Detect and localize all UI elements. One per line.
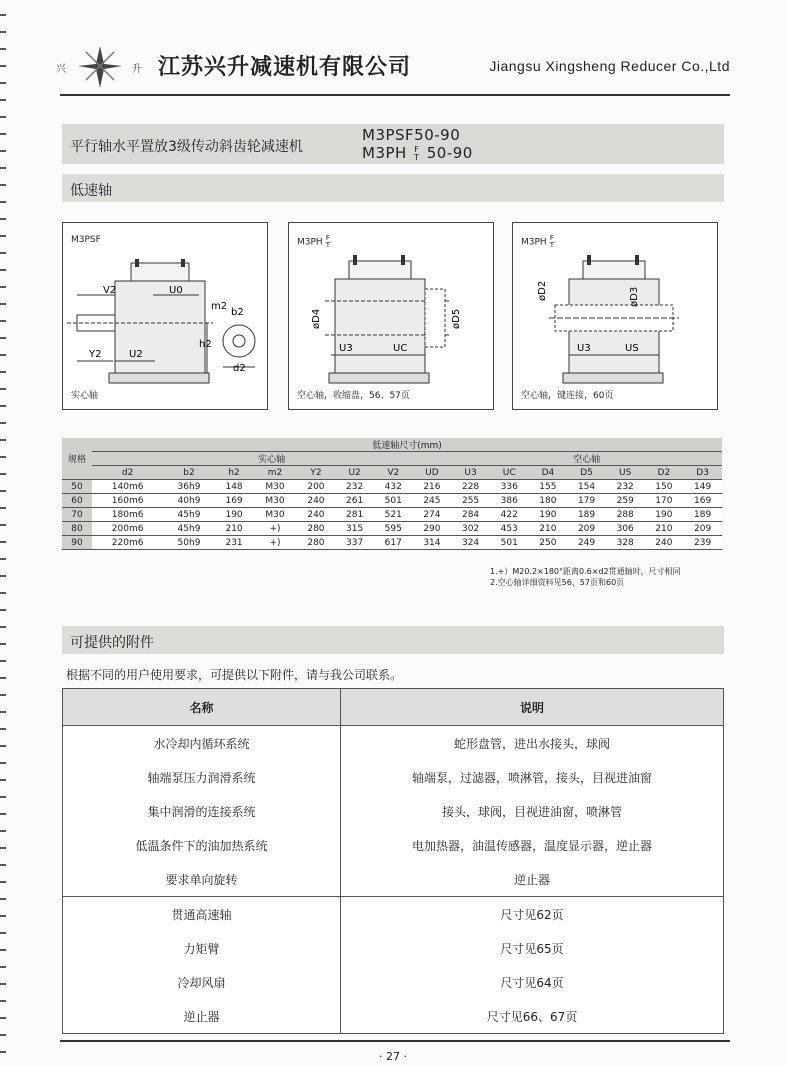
binding-hole [0, 507, 6, 509]
binding-hole [0, 660, 6, 662]
table-row [62, 494, 722, 508]
dim-cell: +) [253, 522, 296, 536]
diagram-hollow-keyed [512, 222, 718, 410]
dim-column-header: d2 [92, 466, 163, 480]
binding-hole [0, 864, 6, 866]
binding-holes [0, 0, 8, 1066]
binding-hole [0, 575, 6, 577]
dim-cell: 595 [374, 522, 413, 536]
dim-column-header: Y2 [297, 466, 336, 480]
logo-right-char: 升 [132, 64, 142, 75]
dim-cell: 154 [567, 480, 606, 494]
dim-column-header: D5 [567, 466, 606, 480]
frac-top: F [414, 144, 420, 154]
binding-hole [0, 779, 6, 781]
binding-hole [0, 14, 6, 16]
dim-cell: 337 [335, 536, 374, 550]
dim-cell: 521 [374, 508, 413, 522]
dim-label-d5: øD5 [451, 308, 462, 329]
dim-cell: 45h9 [163, 522, 214, 536]
dim-cell: 149 [683, 480, 722, 494]
dim-cell: 324 [451, 536, 490, 550]
dim-cell: 209 [683, 522, 722, 536]
accessory-name: 要求单向旋转 [63, 862, 341, 897]
binding-hole [0, 82, 6, 84]
dim-cell: 306 [606, 522, 645, 536]
dim-label-d2-hollow: øD2 [537, 280, 548, 301]
binding-hole [0, 949, 6, 951]
binding-hole [0, 592, 6, 594]
dim-table-notes [490, 566, 681, 588]
dim-label-v2: V2 [103, 285, 117, 296]
binding-hole [0, 677, 6, 679]
dim-cell: 228 [451, 480, 490, 494]
frac-top: F [549, 234, 554, 242]
dim-cell: 315 [335, 522, 374, 536]
company-name-en: Jiangsu Xingsheng Reducer Co.,Ltd [489, 58, 730, 74]
accessory-description: 逆止器 [341, 862, 724, 897]
binding-hole [0, 218, 6, 220]
spec-cell: 90 [62, 536, 92, 550]
dim-cell: 190 [215, 508, 254, 522]
dim-label-m2: m2 [211, 301, 228, 312]
dim-label-u3: U3 [577, 343, 591, 354]
company-name-cn: 江苏兴升减速机有限公司 [158, 55, 412, 80]
accessory-description: 轴端泵，过滤器，喷淋管，接头，目视进油窗 [341, 760, 724, 794]
binding-hole [0, 847, 6, 849]
dim-cell: 453 [490, 522, 529, 536]
binding-hole [0, 728, 6, 730]
dim-cell: 231 [215, 536, 254, 550]
dim-cell: 239 [683, 536, 722, 550]
table-row [63, 862, 724, 897]
dim-cell: M30 [253, 508, 296, 522]
dim-cell: 210 [529, 522, 568, 536]
binding-hole [0, 490, 6, 492]
table-row [63, 931, 724, 965]
accessory-name: 贯通高速轴 [63, 897, 341, 932]
page-title-bar [62, 124, 724, 164]
binding-hole [0, 609, 6, 611]
dim-cell: 501 [490, 536, 529, 550]
frac-top: F [325, 234, 330, 242]
section-title: 可提供的附件 [70, 635, 154, 651]
binding-hole [0, 65, 6, 67]
binding-hole [0, 388, 6, 390]
dim-cell: 255 [451, 494, 490, 508]
binding-hole [0, 711, 6, 713]
tag-text: M3PH [521, 237, 547, 248]
binding-hole [0, 405, 6, 407]
solid-shaft-drawing [63, 223, 267, 409]
binding-hole [0, 473, 6, 475]
acc-header-name: 名称 [63, 689, 341, 726]
model-code-2 [362, 144, 473, 162]
dim-cell: 274 [413, 508, 452, 522]
binding-hole [0, 269, 6, 271]
dim-label-d4: øD4 [311, 308, 322, 329]
spec-cell: 80 [62, 522, 92, 536]
binding-hole [0, 1000, 6, 1002]
dim-cell: 501 [374, 494, 413, 508]
spec-header: 规格 [62, 438, 92, 480]
dim-label-d2: d2 [233, 363, 246, 374]
dim-cell: 200 [297, 480, 336, 494]
dim-label-y2: Y2 [89, 349, 102, 360]
dim-cell: 422 [490, 508, 529, 522]
dim-cell: 210 [215, 522, 254, 536]
dim-column-header: V2 [374, 466, 413, 480]
dim-cell: 50h9 [163, 536, 214, 550]
binding-hole [0, 983, 6, 985]
accessory-description: 尺寸见62页 [341, 897, 724, 932]
dim-cell: 189 [567, 508, 606, 522]
binding-hole [0, 1034, 6, 1036]
dim-column-header: D3 [683, 466, 722, 480]
dim-column-header: UD [413, 466, 452, 480]
table-row [62, 508, 722, 522]
dim-cell: 180m6 [92, 508, 163, 522]
binding-hole [0, 303, 6, 305]
dim-cell: 169 [683, 494, 722, 508]
hollow-shrink-disc-drawing [289, 223, 493, 409]
dim-cell: 280 [297, 522, 336, 536]
dim-cell: 209 [567, 522, 606, 536]
dim-cell: 180 [529, 494, 568, 508]
table-row [63, 828, 724, 862]
binding-hole [0, 48, 6, 50]
binding-hole [0, 235, 6, 237]
dim-label-u3: U3 [339, 343, 353, 354]
table-row [62, 522, 722, 536]
dim-cell: 160m6 [92, 494, 163, 508]
binding-hole [0, 31, 6, 33]
binding-hole [0, 694, 6, 696]
accessory-name: 力矩臂 [63, 931, 341, 965]
dim-column-header-row [62, 466, 722, 480]
page-title: 平行轴水平置放3级传动斜齿轮减速机 [70, 139, 303, 155]
binding-hole [0, 898, 6, 900]
model2-suffix: 50-90 [426, 144, 473, 162]
table-row [63, 965, 724, 999]
dim-cell: 240 [297, 508, 336, 522]
frac-bottom: T [325, 241, 330, 249]
table-row [63, 760, 724, 794]
dim-cell: 261 [335, 494, 374, 508]
dim-column-header: U3 [451, 466, 490, 480]
dim-label-h2: h2 [199, 339, 212, 350]
accessory-description: 尺寸见65页 [341, 931, 724, 965]
dim-label-u2: U2 [129, 349, 143, 360]
dim-cell: 302 [451, 522, 490, 536]
binding-hole [0, 966, 6, 968]
dim-cell: 249 [567, 536, 606, 550]
dim-cell: 280 [297, 536, 336, 550]
dim-cell: 232 [606, 480, 645, 494]
acc-header-description: 说明 [341, 689, 724, 726]
accessory-name: 轴端泵压力润滑系统 [63, 760, 341, 794]
model-code-1: M3PSF50-90 [362, 126, 461, 144]
dim-cell: M30 [253, 494, 296, 508]
accessory-name: 低温条件下的油加热系统 [63, 828, 341, 862]
table-row [63, 726, 724, 761]
binding-hole [0, 337, 6, 339]
section-title: 低速轴 [70, 183, 112, 199]
dim-label-b2: b2 [231, 307, 244, 318]
diagram-caption: 实心轴 [71, 391, 99, 401]
dim-cell: 240 [645, 536, 684, 550]
dim-column-header: US [606, 466, 645, 480]
binding-hole [0, 99, 6, 101]
binding-hole [0, 320, 6, 322]
binding-hole [0, 252, 6, 254]
hollow-shaft-header: 空心轴 [451, 452, 722, 466]
binding-hole [0, 813, 6, 815]
model2-fraction [414, 146, 419, 162]
binding-hole [0, 524, 6, 526]
accessory-description: 接头，球阀，目视进油窗，喷淋管 [341, 794, 724, 828]
accessory-name: 冷却风扇 [63, 965, 341, 999]
dim-cell: 220m6 [92, 536, 163, 550]
dim-cell: 232 [335, 480, 374, 494]
diagram-tag: M3PSF [71, 235, 101, 245]
dim-cell: 617 [374, 536, 413, 550]
binding-hole [0, 762, 6, 764]
binding-hole [0, 167, 6, 169]
table-row [63, 794, 724, 828]
binding-hole [0, 422, 6, 424]
dim-cell: 216 [413, 480, 452, 494]
dim-column-header: b2 [163, 466, 214, 480]
accessory-description: 蛇形盘管，进出水接头，球阀 [341, 726, 724, 761]
frac-bottom: T [549, 241, 554, 249]
accessory-name: 逆止器 [63, 999, 341, 1034]
dim-cell: 150 [645, 480, 684, 494]
diagram-hollow-shrink-disc [288, 222, 494, 410]
dim-cell: 284 [451, 508, 490, 522]
dim-cell: 336 [490, 480, 529, 494]
binding-hole [0, 1017, 6, 1019]
model2-prefix: M3PH [362, 144, 407, 162]
accessories-table [62, 688, 724, 1034]
binding-hole [0, 354, 6, 356]
binding-hole [0, 626, 6, 628]
dim-cell: 290 [413, 522, 452, 536]
page-number: · 27 · [379, 1050, 407, 1063]
spec-cell: 60 [62, 494, 92, 508]
dim-table-title: 低速轴尺寸(mm) [92, 438, 722, 452]
binding-hole [0, 796, 6, 798]
table-row [62, 536, 722, 550]
logo-left-char: 兴 [56, 64, 66, 75]
dim-cell: 240 [297, 494, 336, 508]
dim-column-header: U2 [335, 466, 374, 480]
dim-label-uc: UC [393, 343, 408, 354]
dim-cell: +) [253, 536, 296, 550]
binding-hole [0, 830, 6, 832]
diagram-caption: 空心轴，键连接，60页 [521, 391, 614, 401]
page-header [50, 40, 730, 96]
dim-cell: 45h9 [163, 508, 214, 522]
dim-column-header: m2 [253, 466, 296, 480]
spec-cell: 70 [62, 508, 92, 522]
binding-hole [0, 541, 6, 543]
dim-cell: M30 [253, 480, 296, 494]
dim-cell: 314 [413, 536, 452, 550]
binding-hole [0, 133, 6, 135]
dim-column-header: D2 [645, 466, 684, 480]
binding-hole [0, 745, 6, 747]
solid-shaft-header: 实心轴 [92, 452, 451, 466]
table-row [63, 897, 724, 932]
hollow-keyed-drawing [513, 223, 717, 409]
footer-rule [60, 1040, 730, 1042]
section-low-speed-shaft [62, 174, 724, 202]
dim-cell: 148 [215, 480, 254, 494]
dim-cell: 169 [215, 494, 254, 508]
binding-hole [0, 439, 6, 441]
accessory-description: 电加热器，油温传感器，温度显示器，逆止器 [341, 828, 724, 862]
dim-cell: 259 [606, 494, 645, 508]
dim-cell: 190 [529, 508, 568, 522]
dim-label-d3: øD3 [629, 286, 640, 307]
dim-label-us: US [625, 343, 639, 354]
frac-bottom: T [414, 152, 420, 162]
binding-hole [0, 915, 6, 917]
dim-column-header: D4 [529, 466, 568, 480]
dim-cell: 190 [645, 508, 684, 522]
note-1: 1.+）M20.2×180°距离0.6×d2贯通轴时，尺寸相同 [490, 567, 681, 576]
section-accessories [62, 626, 724, 654]
tag-text: M3PH [297, 237, 323, 248]
binding-hole [0, 456, 6, 458]
dim-cell: 245 [413, 494, 452, 508]
dim-cell: 250 [529, 536, 568, 550]
binding-hole [0, 881, 6, 883]
dim-cell: 140m6 [92, 480, 163, 494]
dim-cell: 288 [606, 508, 645, 522]
accessory-name: 集中润滑的连接系统 [63, 794, 341, 828]
spec-cell: 50 [62, 480, 92, 494]
binding-hole [0, 116, 6, 118]
binding-hole [0, 932, 6, 934]
binding-hole [0, 558, 6, 560]
dim-cell: 386 [490, 494, 529, 508]
accessory-name: 水冷却内循环系统 [63, 726, 341, 761]
table-row [62, 480, 722, 494]
dim-column-header: UC [490, 466, 529, 480]
dim-cell: 179 [567, 494, 606, 508]
binding-hole [0, 184, 6, 186]
dim-cell: 210 [645, 522, 684, 536]
table-row [63, 999, 724, 1034]
accessory-description: 尺寸见66、67页 [341, 999, 724, 1034]
binding-hole [0, 371, 6, 373]
company-logo [50, 42, 150, 90]
dim-cell: 155 [529, 480, 568, 494]
diagram-solid-shaft [62, 222, 268, 410]
accessory-description: 尺寸见64页 [341, 965, 724, 999]
dim-label-u0: U0 [169, 285, 183, 296]
dim-cell: 170 [645, 494, 684, 508]
dim-cell: 40h9 [163, 494, 214, 508]
note-2: 2.空心轴详细资料见56、57页和60页 [490, 578, 625, 587]
dim-cell: 432 [374, 480, 413, 494]
dim-cell: 189 [683, 508, 722, 522]
dim-cell: 200m6 [92, 522, 163, 536]
binding-hole [0, 286, 6, 288]
dim-cell: 36h9 [163, 480, 214, 494]
dim-column-header: h2 [215, 466, 254, 480]
low-speed-shaft-dimension-table [62, 438, 722, 550]
binding-hole [0, 201, 6, 203]
binding-hole [0, 643, 6, 645]
binding-hole [0, 150, 6, 152]
dim-cell: 281 [335, 508, 374, 522]
dim-cell: 328 [606, 536, 645, 550]
accessories-intro: 根据不同的用户使用要求，可提供以下附件，请与我公司联系。 [66, 668, 403, 682]
header-rule [60, 94, 730, 96]
diagram-caption: 空心轴，收缩盘，56、57页 [297, 391, 410, 401]
